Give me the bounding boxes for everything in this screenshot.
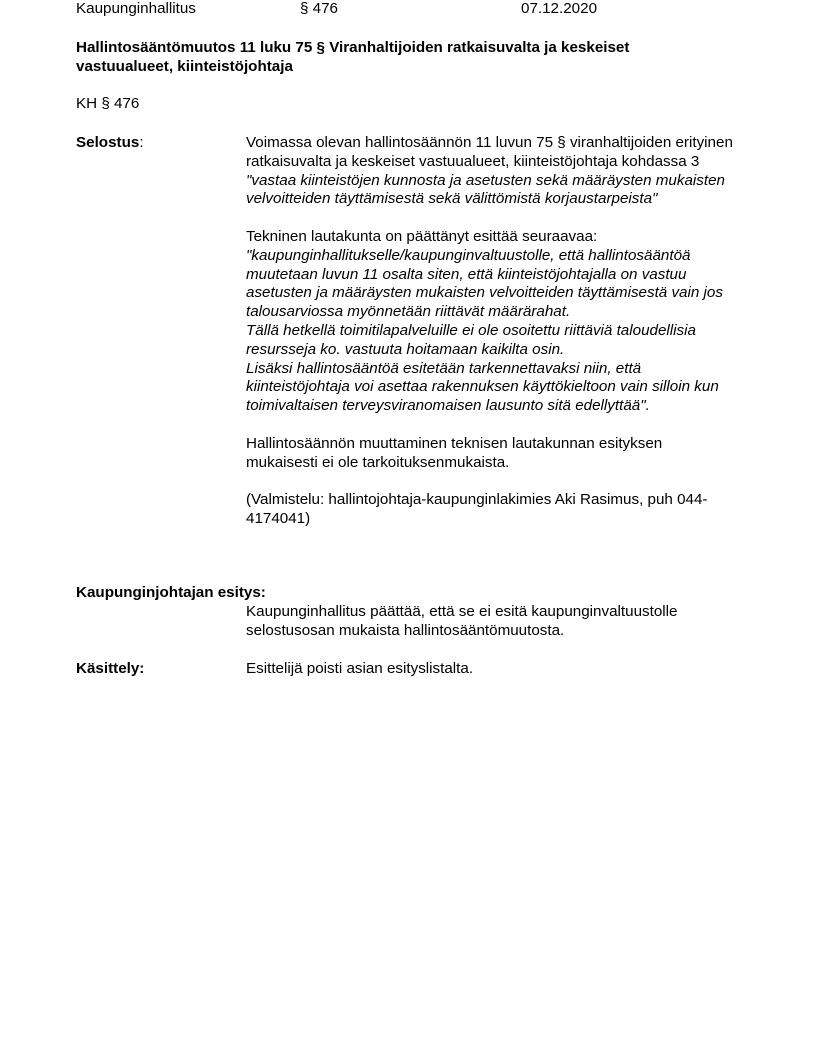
issuing-body: Kaupunginhallitus [76, 0, 196, 17]
selostus-quote-usage-ban: Lisäksi hallintosääntöä esitetään tarkennettavaksi niin, että kiinteistöjohtaja voi asettaa rakennuksen käyttökieltoon vain silloin kun toimivaltaisen terveysviranomaisen lausunto sitä edellyttää". [246, 359, 719, 415]
selostus-assessment: Hallintosäännön muuttaminen teknisen lautakunnan esityksen mukaisesti ei ole tarkoituksenmukaista. [246, 434, 663, 471]
proposal-label: Kaupunginjohtajan esitys: [76, 584, 266, 601]
proposal-text: Kaupunginhallitus päättää, että se ei esitä kaupunginvaltuustolle selostusosan mukaista hallintosääntömuutosta. [246, 603, 678, 639]
selostus-board-intro: Tekninen lautakunta on päättänyt esittää seuraavaa: [246, 227, 598, 245]
proposal-content [246, 603, 736, 641]
selostus-content [246, 134, 736, 529]
selostus-label [76, 134, 144, 153]
board-reference: KH § 476 [76, 95, 140, 112]
selostus-label-colon: : [139, 134, 144, 151]
selostus-preparer: (Valmistelu: hallintojohtaja-kaupunginlakimies Aki Rasimus, puh 044-4174041) [246, 491, 708, 527]
selostus-quote-resources: Tällä hetkellä toimitilapalveluille ei ole osoitettu riittäviä taloudellisia resursseja ko. vastuuta hoitamaan kaikilta osin. [246, 321, 696, 358]
handling-label: Käsittely: [76, 660, 145, 677]
selostus-intro: Voimassa olevan hallintosäännön 11 luvun 75 § viranhaltijoiden erityinen ratkaisuvalta ja keskeiset vastuualueet, kiinteistöjohtaja kohdassa 3 [246, 134, 733, 170]
meeting-date: 07.12.2020 [521, 0, 598, 17]
section-number: § 476 [300, 0, 339, 17]
selostus-quote-proposal: "kaupunginhallitukselle/kaupunginvaltuustolle, että hallintosääntöä muutetaan luvun 11 osalta siten, että kiinteistöjohtajalla on vastuu asetusten ja määräysten mukaisten velvoitteiden täyttämisestä vain jos talousarviossa myönnetään riittävät määrärahat. [246, 246, 723, 321]
selostus-quote-current-rule: "vastaa kiinteistöjen kunnosta ja asetusten sekä määräysten mukaisten velvoitteiden täyttämisestä sekä välittömistä korjaustarpeista" [246, 171, 725, 208]
handling-content [246, 660, 736, 679]
document-title: Hallintosääntömuutos 11 luku 75 § Viranhaltijoiden ratkaisuvalta ja keskeiset vastuualueet, kiinteistöjohtaja [76, 39, 630, 75]
selostus-label-text: Selostus [76, 134, 140, 151]
document-header [76, 0, 776, 20]
handling-text: Esittelijä poisti asian esityslistalta. [246, 660, 474, 677]
